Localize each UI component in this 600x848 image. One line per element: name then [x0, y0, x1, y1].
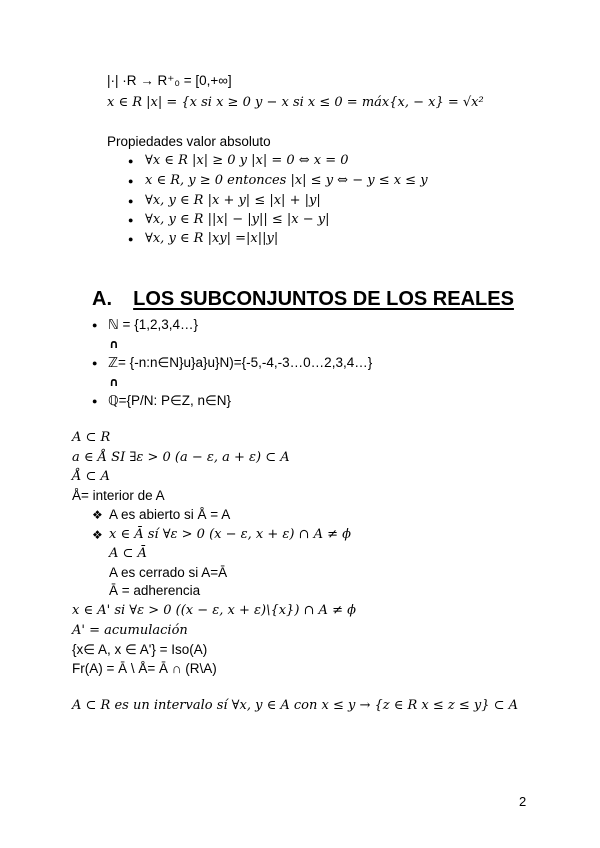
abs-value-def: x ∈ R |x| = {x si x ≥ 0 y − x si x ≤ 0 = máx{x, − x} = √x²	[107, 95, 484, 110]
isolated-def: {x∈ A, x ∈ A'} = Iso(A)	[72, 642, 208, 657]
set-rationals: ℚ={P/N: P∈Z, n∈N}	[108, 393, 232, 408]
frontier-def: Fr(A) = Ā \ Å= Ā ∩ (R\A)	[72, 661, 217, 676]
set-naturals: ℕ = {1,2,3,4…}	[108, 317, 198, 332]
interior-def: Å= interior de A	[72, 488, 165, 503]
section-title: LOS SUBCONJUNTOS DE LOS REALES	[133, 288, 514, 310]
bullet-icon: ●	[128, 156, 134, 166]
accumulation-point-def: x ∈ A' si ∀ε > 0 ((x − ε, x + ε)\{x}) ∩ A ≠ ϕ	[72, 603, 356, 618]
interior-subset: Å ⊂ A	[72, 469, 110, 484]
diamond-bullet-icon: ❖	[92, 528, 103, 542]
propiedades-title: Propiedades valor absoluto	[107, 134, 271, 149]
section-letter: A.	[92, 288, 112, 310]
propiedad-item: ∀x, y ∈ R |xy| =|x||y|	[145, 231, 279, 246]
page-number: 2	[519, 794, 527, 809]
bullet-icon: ●	[128, 196, 134, 206]
abs-function-def: |·| ·R → R⁺₀ = [0,+∞]	[107, 73, 232, 88]
closure-subset: A ⊂ Ā	[109, 546, 147, 561]
bullet-icon: ●	[128, 215, 134, 225]
set-integers: ℤ= {-n:n∈N}u}a}u}N)={-5,-4,-3…0…2,3,4…}	[108, 355, 373, 370]
interval-def: A ⊂ R es un intervalo sí ∀x, y ∈ A con x ≤ y → {z ∈ R x ≤ z ≤ y} ⊂ A	[72, 698, 519, 713]
accumulation-def: A' = acumulación	[72, 623, 188, 638]
adherence-point-def: x ∈ Ā sí ∀ε > 0 (x − ε, x + ε) ∩ A ≠ ϕ	[109, 527, 351, 542]
cerrado-def: A es cerrado si A=Ā	[109, 565, 228, 580]
bullet-icon: ●	[128, 234, 134, 244]
bullet-icon: ●	[92, 358, 98, 368]
subset-line: A ⊂ R	[72, 430, 111, 445]
bullet-icon: ●	[128, 176, 134, 186]
bullet-icon: ●	[92, 320, 98, 330]
section-heading	[92, 288, 514, 311]
propiedad-item: ∀x ∈ R |x| ≥ 0 y |x| = 0 ⇔ x = 0	[145, 153, 349, 168]
interior-point-def: a ∈ Å SI ∃ε > 0 (a − ε, a + ε) ⊂ A	[72, 450, 290, 465]
bullet-icon: ●	[92, 396, 98, 406]
abierto-def: A es abierto si Å = A	[109, 507, 231, 522]
adherencia-def: Ā = adherencia	[109, 583, 201, 598]
propiedad-item: ∀x, y ∈ R ||x| − |y|| ≤ |x − y|	[145, 212, 330, 227]
intersection-symbol: ∩	[109, 375, 119, 389]
diamond-bullet-icon: ❖	[92, 508, 103, 522]
propiedad-item: x ∈ R, y ≥ 0 entonces |x| ≤ y ⇔ − y ≤ x ≤ y	[145, 173, 428, 188]
intersection-symbol: ∩	[109, 337, 119, 351]
propiedad-item: ∀x, y ∈ R |x + y| ≤ |x| + |y|	[145, 193, 321, 208]
